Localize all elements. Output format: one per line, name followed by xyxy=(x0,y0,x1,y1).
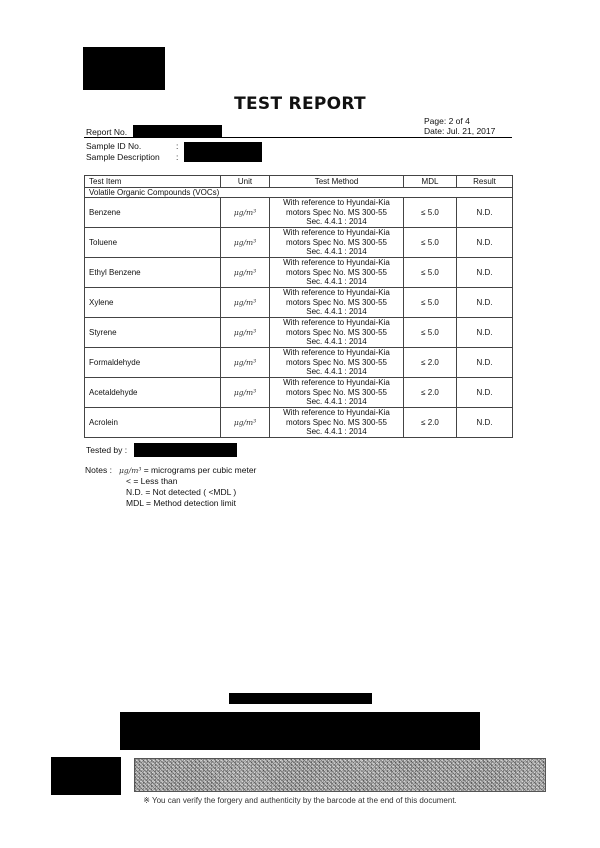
unit-cell xyxy=(221,258,270,288)
sample-id-label: Sample ID No. xyxy=(86,141,142,151)
result-cell: N.D. xyxy=(457,258,513,288)
test-method-line: With reference to Hyundai-Kia xyxy=(283,198,390,208)
table-section-row xyxy=(85,188,513,198)
unit-cell xyxy=(221,318,270,348)
unit-cell xyxy=(221,378,270,408)
test-method-cell xyxy=(270,228,404,258)
table-row xyxy=(85,198,513,228)
test-method-line: Sec. 4.4.1 : 2014 xyxy=(306,367,367,377)
result-cell: N.D. xyxy=(457,288,513,318)
test-method-line: motors Spec No. MS 300-55 xyxy=(286,207,387,217)
test-item-cell: Formaldehyde xyxy=(85,348,221,378)
test-method-line: motors Spec No. MS 300-55 xyxy=(286,417,387,427)
test-method-line: motors Spec No. MS 300-55 xyxy=(286,387,387,397)
mdl-cell: ≤ 5.0 xyxy=(404,258,457,288)
redacted-company-name xyxy=(229,693,372,704)
sample-id-colon: : xyxy=(176,141,179,151)
test-method-line: Sec. 4.4.1 : 2014 xyxy=(306,217,367,227)
table-row xyxy=(85,228,513,258)
redacted-company-address xyxy=(120,712,480,750)
test-method-cell xyxy=(270,348,404,378)
unit-symbol: μg/m³ xyxy=(233,238,257,247)
unit-cell xyxy=(221,228,270,258)
unit-cell xyxy=(221,348,270,378)
test-item-cell: Benzene xyxy=(85,198,221,228)
page-number: Page: 2 of 4 xyxy=(424,116,470,126)
notes-first-line xyxy=(85,465,256,476)
redacted-sample-info xyxy=(184,142,262,162)
test-method-line: With reference to Hyundai-Kia xyxy=(283,288,390,298)
table-header-row xyxy=(85,176,513,188)
unit-symbol: μg/m³ xyxy=(233,418,257,427)
unit-cell xyxy=(221,408,270,438)
note-less-than: < = Less than xyxy=(126,476,178,486)
test-method-line: With reference to Hyundai-Kia xyxy=(283,378,390,388)
test-item-cell: Styrene xyxy=(85,318,221,348)
table-row xyxy=(85,288,513,318)
test-method-line: With reference to Hyundai-Kia xyxy=(283,258,390,268)
test-item-cell: Toluene xyxy=(85,228,221,258)
mdl-cell: ≤ 2.0 xyxy=(404,378,457,408)
unit-symbol: μg/m³ xyxy=(233,388,257,397)
table-row xyxy=(85,378,513,408)
test-method-line: With reference to Hyundai-Kia xyxy=(283,228,390,238)
verification-barcode xyxy=(134,758,546,792)
footer-verification-note: ※ You can verify the forgery and authenticity by the barcode at the end of this document. xyxy=(143,796,457,805)
mdl-cell: ≤ 2.0 xyxy=(404,408,457,438)
result-cell: N.D. xyxy=(457,228,513,258)
unit-symbol: μg/m³ xyxy=(233,208,257,217)
test-item-cell: Xylene xyxy=(85,288,221,318)
test-method-line: With reference to Hyundai-Kia xyxy=(283,408,390,418)
mdl-cell: ≤ 2.0 xyxy=(404,348,457,378)
test-method-cell xyxy=(270,258,404,288)
header-mdl: MDL xyxy=(404,176,457,188)
test-item-cell: Acetaldehyde xyxy=(85,378,221,408)
unit-cell xyxy=(221,198,270,228)
report-title: TEST REPORT xyxy=(234,94,366,114)
result-cell: N.D. xyxy=(457,408,513,438)
test-method-cell xyxy=(270,318,404,348)
unit-symbol: μg/m³ xyxy=(233,328,257,337)
unit-symbol: μg/m³ xyxy=(233,358,257,367)
note-not-detected: N.D. = Not detected ( <MDL ) xyxy=(126,487,237,497)
table-row xyxy=(85,408,513,438)
mdl-cell: ≤ 5.0 xyxy=(404,318,457,348)
header-result: Result xyxy=(457,176,513,188)
header-divider xyxy=(84,137,512,138)
test-method-line: Sec. 4.4.1 : 2014 xyxy=(306,397,367,407)
section-label: Volatile Organic Compounds (VOCs) xyxy=(85,188,513,198)
header-test-item: Test Item xyxy=(85,176,221,188)
test-item-cell: Acrolein xyxy=(85,408,221,438)
test-method-line: motors Spec No. MS 300-55 xyxy=(286,297,387,307)
redacted-report-no xyxy=(133,125,222,137)
result-cell: N.D. xyxy=(457,378,513,408)
redacted-tester xyxy=(134,443,237,457)
test-item-cell: Ethyl Benzene xyxy=(85,258,221,288)
table-row xyxy=(85,348,513,378)
test-method-line: Sec. 4.4.1 : 2014 xyxy=(306,277,367,287)
sample-desc-colon: : xyxy=(176,152,179,162)
test-method-cell xyxy=(270,198,404,228)
redacted-logo xyxy=(83,47,165,90)
test-method-cell xyxy=(270,408,404,438)
test-method-line: With reference to Hyundai-Kia xyxy=(283,318,390,328)
header-test-method: Test Method xyxy=(270,176,404,188)
unit-symbol: μg/m³ xyxy=(233,268,257,277)
table-row xyxy=(85,258,513,288)
report-date: Date: Jul. 21, 2017 xyxy=(424,126,496,136)
notes-unit-definition: = micrograms per cubic meter xyxy=(141,465,257,475)
result-cell: N.D. xyxy=(457,198,513,228)
results-table xyxy=(84,175,513,438)
header-unit: Unit xyxy=(221,176,270,188)
result-cell: N.D. xyxy=(457,348,513,378)
test-method-line: motors Spec No. MS 300-55 xyxy=(286,327,387,337)
test-method-line: Sec. 4.4.1 : 2014 xyxy=(306,247,367,257)
note-mdl: MDL = Method detection limit xyxy=(126,498,236,508)
test-method-line: Sec. 4.4.1 : 2014 xyxy=(306,337,367,347)
test-method-line: motors Spec No. MS 300-55 xyxy=(286,267,387,277)
mdl-cell: ≤ 5.0 xyxy=(404,198,457,228)
mdl-cell: ≤ 5.0 xyxy=(404,288,457,318)
test-method-line: Sec. 4.4.1 : 2014 xyxy=(306,427,367,437)
test-method-line: motors Spec No. MS 300-55 xyxy=(286,237,387,247)
redacted-stamp xyxy=(51,757,121,795)
test-method-line: With reference to Hyundai-Kia xyxy=(283,348,390,358)
test-method-cell xyxy=(270,288,404,318)
sample-desc-label: Sample Description xyxy=(86,152,160,162)
result-cell: N.D. xyxy=(457,318,513,348)
test-method-line: motors Spec No. MS 300-55 xyxy=(286,357,387,367)
test-method-cell xyxy=(270,378,404,408)
report-no-label: Report No. xyxy=(86,127,128,137)
notes-block xyxy=(85,465,256,509)
mdl-cell: ≤ 5.0 xyxy=(404,228,457,258)
unit-cell xyxy=(221,288,270,318)
notes-label: Notes : xyxy=(85,465,112,475)
notes-unit-symbol: μg/m³ xyxy=(119,466,142,475)
unit-symbol: μg/m³ xyxy=(233,298,257,307)
table-row xyxy=(85,318,513,348)
test-method-line: Sec. 4.4.1 : 2014 xyxy=(306,307,367,317)
tested-by-label: Tested by : xyxy=(86,445,128,455)
